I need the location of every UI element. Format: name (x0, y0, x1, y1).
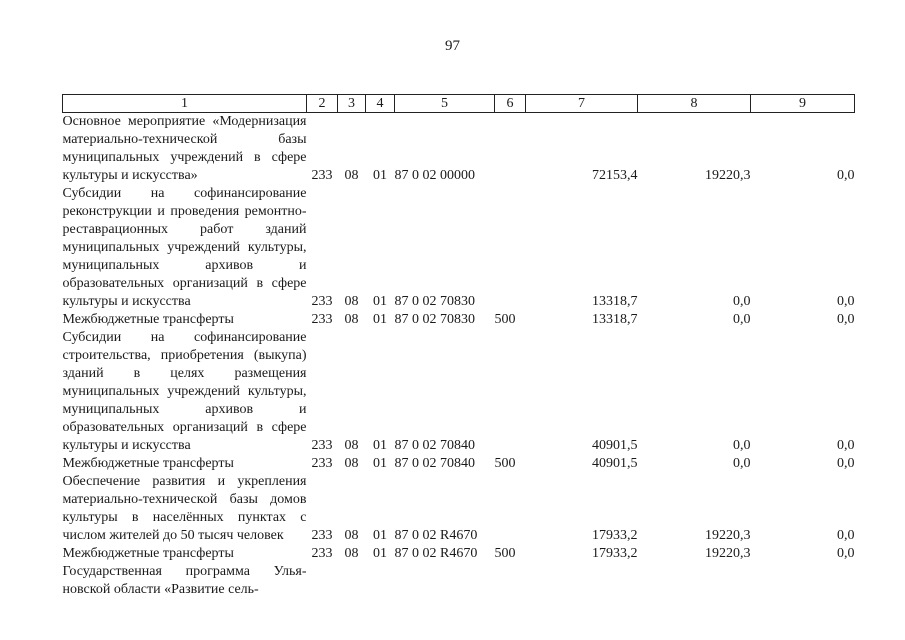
row-admin-code: 233 (311, 546, 333, 561)
row-subsection-code: 01 (373, 294, 387, 309)
row-amount-col8 (638, 563, 751, 599)
row-amount-col7: 72153,4 (592, 168, 638, 183)
column-header: 6 (495, 95, 526, 113)
row-admin-code (307, 563, 338, 599)
row-amount-col7: 13318,7 (592, 312, 638, 327)
row-amount-col7 (526, 563, 638, 599)
row-amount-col8: 19220,3 (705, 546, 751, 561)
row-amount-col8: 0,0 (733, 456, 751, 471)
table-body (63, 113, 855, 600)
row-amount-col7: 17933,2 (592, 546, 638, 561)
row-amount-col8: 19220,3 (705, 168, 751, 183)
row-target-article: 87 0 02 70830 (394, 312, 475, 327)
budget-table (62, 94, 855, 599)
row-name: Субсидии на софинансирование строительства, приобретения (выкупа) зданий в целях размещения муниципальных учреждений культуры, муниципальных архивов и образовательных организаций в сфере культуры и искусства (62, 330, 307, 453)
column-header: 7 (526, 95, 638, 113)
row-section-code: 08 (344, 168, 359, 183)
row-subsection-code: 01 (373, 528, 387, 543)
column-header: 8 (638, 95, 751, 113)
row-target-article: 87 0 02 00000 (394, 168, 475, 183)
row-name: Основное мероприятие «Модернизация материально-технической базы муниципальных учреждений в сфере культуры и искусства» (62, 114, 307, 183)
row-target-article (395, 563, 495, 599)
row-target-article: 87 0 02 R4670 (394, 546, 478, 561)
row-subsection-code: 01 (373, 546, 387, 561)
row-amount-col8: 19220,3 (705, 528, 751, 543)
row-section-code: 08 (344, 438, 359, 453)
row-admin-code: 233 (311, 456, 333, 471)
row-name: Межбюджетные трансферты (62, 546, 234, 561)
row-target-article: 87 0 02 70840 (394, 456, 475, 471)
table-row (63, 329, 855, 455)
table-row (63, 455, 855, 473)
row-admin-code: 233 (311, 168, 333, 183)
row-section-code: 08 (344, 456, 359, 471)
row-amount-col9 (751, 563, 855, 599)
row-name: Межбюджетные трансферты (62, 456, 234, 471)
column-header: 5 (395, 95, 495, 113)
row-expense-type (495, 563, 526, 599)
row-subsection-code: 01 (373, 438, 387, 453)
row-section-code: 08 (344, 546, 359, 561)
table-row (63, 185, 855, 311)
row-amount-col9: 0,0 (837, 294, 855, 309)
row-expense-type: 500 (494, 312, 516, 327)
row-expense-type (495, 473, 526, 545)
row-section-code: 08 (344, 528, 359, 543)
row-expense-type (495, 113, 526, 186)
row-subsection-code: 01 (373, 168, 387, 183)
row-section-code (338, 563, 366, 599)
row-admin-code: 233 (311, 312, 333, 327)
column-header: 1 (63, 95, 307, 113)
row-amount-col9: 0,0 (837, 456, 855, 471)
table-row (63, 563, 855, 599)
row-amount-col9: 0,0 (837, 168, 855, 183)
row-subsection-code (366, 563, 395, 599)
row-expense-type: 500 (494, 456, 516, 471)
table-row (63, 311, 855, 329)
column-header: 4 (366, 95, 395, 113)
row-amount-col8: 0,0 (733, 294, 751, 309)
column-header: 2 (307, 95, 338, 113)
row-expense-type (495, 185, 526, 311)
row-amount-col9: 0,0 (837, 546, 855, 561)
page-number: 97 (445, 38, 460, 54)
column-header: 3 (338, 95, 366, 113)
table-row (63, 545, 855, 563)
row-section-code: 08 (344, 312, 359, 327)
table-row (63, 473, 855, 545)
table-row (63, 113, 855, 186)
column-header: 9 (751, 95, 855, 113)
row-expense-type: 500 (494, 546, 516, 561)
row-amount-col7: 17933,2 (592, 528, 638, 543)
row-amount-col7: 13318,7 (592, 294, 638, 309)
row-amount-col9: 0,0 (837, 312, 855, 327)
row-name: Государственная программа Ульяновской области «Развитие сель- (62, 564, 307, 597)
row-expense-type (495, 329, 526, 455)
row-target-article: 87 0 02 70830 (394, 294, 475, 309)
row-subsection-code: 01 (373, 312, 387, 327)
row-amount-col7: 40901,5 (592, 438, 638, 453)
row-target-article: 87 0 02 R4670 (394, 528, 478, 543)
row-admin-code: 233 (311, 528, 333, 543)
row-name: Субсидии на софинансирование реконструкции и проведения ремонтно-реставрационных работ зданий муниципальных учреждений культуры, муниципальных архивов и образовательных организаций в сфере культуры и искусства (62, 186, 307, 309)
row-amount-col7: 40901,5 (592, 456, 638, 471)
row-name: Обеспечение развития и укрепления материально-технической базы домов культуры в населённых пунктах с числом жителей до 50 тысяч человек (62, 474, 307, 543)
row-name: Межбюджетные трансферты (62, 312, 234, 327)
row-amount-col9: 0,0 (837, 438, 855, 453)
table-header-row (63, 95, 855, 113)
row-target-article: 87 0 02 70840 (394, 438, 475, 453)
row-subsection-code: 01 (373, 456, 387, 471)
row-amount-col9: 0,0 (837, 528, 855, 543)
row-admin-code: 233 (311, 438, 333, 453)
row-amount-col8: 0,0 (733, 438, 751, 453)
row-admin-code: 233 (311, 294, 333, 309)
row-section-code: 08 (344, 294, 359, 309)
row-amount-col8: 0,0 (733, 312, 751, 327)
